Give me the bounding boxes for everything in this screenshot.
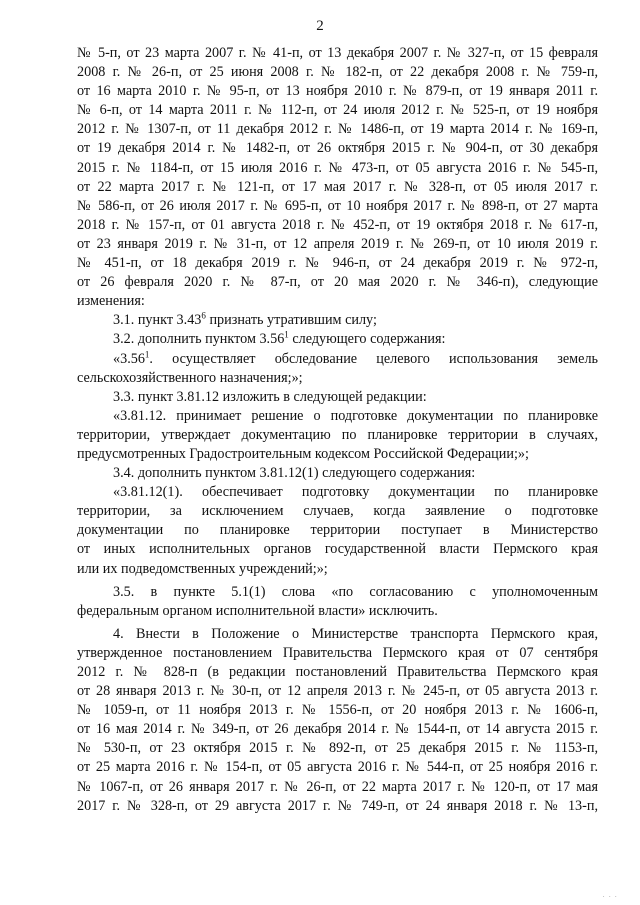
text-line-main: 2008 г. № 26-п, от 25 июня 2008 г. № 182-п, от 22 декабря 2008 г. № 759-п,: [77, 64, 598, 81]
text-line: [77, 758, 598, 777]
text-line-main: № 1067-п, от 26 января 2017 г. № 26-п, от 22 марта 2017 г. № 120-п, от 17 мая: [77, 778, 598, 795]
corner-mark: · · ·: [602, 893, 618, 901]
text-line-continuation: . осуществляет обследование целевого использования земель: [149, 350, 598, 367]
text-line: [77, 82, 598, 101]
text-line: [77, 625, 598, 644]
text-line-main: утвержденное постановлением Правительства Пермского края от 07 сентября: [77, 644, 598, 661]
text-line-main: 2015 г. № 1184-п, от 15 июля 2016 г. № 473-п, от 05 августа 2016 г. № 545-п,: [77, 159, 598, 176]
text-line-main: 3.5. в пункте 5.1(1) слова «по согласованию с уполномоченным: [113, 583, 598, 600]
text-line-main: 3.1. пункт 3.43: [113, 312, 202, 329]
text-line: [77, 159, 598, 178]
text-line: [77, 445, 598, 464]
text-line-main: от 25 марта 2016 г. № 154-п, от 05 августа 2016 г. № 544-п, от 25 ноября 2016 г.: [77, 759, 598, 776]
text-line: [77, 254, 598, 273]
text-line-main: 3.4. дополнить пунктом 3.81.12(1) следующего содержания:: [113, 465, 476, 482]
superscript: 1: [144, 348, 150, 359]
text-line: [77, 464, 598, 483]
text-line: [77, 178, 598, 197]
text-line-main: изменения:: [77, 293, 145, 310]
text-line-main: 2012 г. № 1307-п, от 11 декабря 2012 г. № 1486-п, от 19 марта 2014 г. № 169-п,: [77, 121, 598, 138]
text-line: [77, 388, 598, 407]
text-line: [77, 350, 598, 369]
text-line: [77, 273, 598, 292]
text-line-main: № 6-п, от 14 марта 2011 г. № 112-п, от 24 июля 2012 г. № 525-п, от 19 ноября: [77, 102, 598, 119]
text-line-main: или их подведомственных учреждений;»;: [77, 560, 328, 577]
text-line: [77, 407, 598, 426]
text-line: [77, 139, 598, 158]
text-line: [77, 197, 598, 216]
text-line-continuation: признать утратившим силу;: [205, 312, 377, 329]
text-line: [77, 369, 598, 388]
text-line: [77, 720, 598, 739]
text-line: [77, 216, 598, 235]
text-line: [77, 502, 598, 521]
text-line-main: № 451-п, от 18 декабря 2019 г. № 946-п, от 24 декабря 2019 г. № 972-п,: [77, 255, 598, 272]
text-line: [77, 739, 598, 758]
text-line-main: 3.2. дополнить пунктом 3.56: [113, 331, 285, 348]
text-line: [77, 311, 598, 330]
text-line-main: территории, за исключением случаев, когда заявление о подготовке: [77, 503, 598, 520]
text-line-main: 4. Внести в Положение о Министерстве транспорта Пермского края,: [113, 625, 598, 642]
text-line-main: от 26 февраля 2020 г. № 87-п, от 20 мая 2020 г. № 346-п), следующие: [77, 274, 598, 291]
text-line: [77, 602, 598, 621]
text-line: [77, 235, 598, 254]
page-number: 2: [316, 18, 324, 34]
text-line: [77, 63, 598, 82]
superscript: 6: [201, 310, 206, 321]
text-line-main: 2017 г. № 328-п, от 29 августа 2017 г. № 749-п, от 24 января 2018 г. № 13-п,: [77, 797, 598, 814]
text-line-main: территории, утверждает документацию по планировке территории в случаях,: [77, 426, 598, 443]
text-line-main: № 586-п, от 26 июля 2017 г. № 695-п, от 10 ноября 2017 г. № 898-п, от 27 марта: [77, 197, 598, 214]
text-line-main: «3.81.12. принимает решение о подготовке документации по планировке: [113, 407, 598, 424]
text-line-main: от 19 декабря 2014 г. № 1482-п, от 26 октября 2015 г. № 904-п, от 30 декабря: [77, 140, 598, 157]
text-line: [77, 701, 598, 720]
text-line: [77, 120, 598, 139]
text-line-main: № 530-п, от 23 октября 2015 г. № 892-п, от 25 декабря 2015 г. № 1153-п,: [77, 740, 598, 757]
text-line-main: «3.81.12(1). обеспечивает подготовку документации по планировке: [113, 484, 598, 501]
text-line: [77, 426, 598, 445]
text-line: [77, 682, 598, 701]
text-line-main: 3.3. пункт 3.81.12 изложить в следующей редакции:: [113, 388, 427, 405]
text-line-main: предусмотренных Градостроительным кодексом Российской Федерации;»;: [77, 445, 529, 462]
text-line: [77, 540, 598, 559]
text-line-main: «3.56: [113, 350, 145, 367]
document-body: [77, 44, 598, 816]
text-line-main: № 1059-п, от 11 ноября 2013 г. № 1556-п, от 20 ноября 2013 г. № 1606-п,: [77, 702, 598, 719]
text-line: [77, 797, 598, 816]
text-line-main: от 22 марта 2017 г. № 121-п, от 17 мая 2017 г. № 328-п, от 05 июля 2017 г.: [77, 178, 598, 195]
text-line: [77, 663, 598, 682]
text-line: [77, 583, 598, 602]
text-line-main: № 5-п, от 23 марта 2007 г. № 41-п, от 13 декабря 2007 г. № 327-п, от 15 февраля: [77, 45, 598, 61]
text-line-main: от 28 января 2013 г. № 30-п, от 12 апреля 2013 г. № 245-п, от 05 августа 2013 г.: [77, 683, 598, 700]
text-line-main: 2012 г. № 828-п (в редакции постановлений Правительства Пермского края: [77, 664, 598, 680]
text-line: [77, 778, 598, 797]
text-line-main: от 16 мая 2014 г. № 349-п, от 26 декабря 2014 г. № 1544-п, от 14 августа 2015 г.: [77, 721, 598, 738]
text-line: [77, 44, 598, 63]
superscript: 1: [284, 329, 289, 340]
text-line: [77, 521, 598, 540]
text-line: [77, 330, 598, 349]
text-line: [77, 560, 598, 579]
text-line: [77, 644, 598, 663]
text-line-main: 2018 г. № 157-п, от 01 августа 2018 г. № 452-п, от 19 октября 2018 г. № 617-п,: [77, 216, 598, 233]
text-line: [77, 292, 598, 311]
text-line-main: от 23 января 2019 г. № 31-п, от 12 апреля 2019 г. № 269-п, от 10 июля 2019 г.: [77, 235, 598, 252]
text-line-main: сельскохозяйственного назначения;»;: [77, 369, 303, 386]
text-line: [77, 483, 598, 502]
text-line-continuation: следующего содержания:: [288, 331, 446, 348]
text-line-main: от 16 марта 2010 г. № 95-п, от 13 ноября 2010 г. № 879-п, от 19 января 2011 г.: [77, 83, 598, 100]
text-line-main: документации по планировке территории поступает в Министерство: [77, 522, 598, 539]
text-line-main: от иных исполнительных органов государственной власти Пермского края: [77, 541, 598, 558]
text-line-main: федеральным органом исполнительной власти» исключить.: [77, 602, 438, 619]
text-line: [77, 101, 598, 120]
